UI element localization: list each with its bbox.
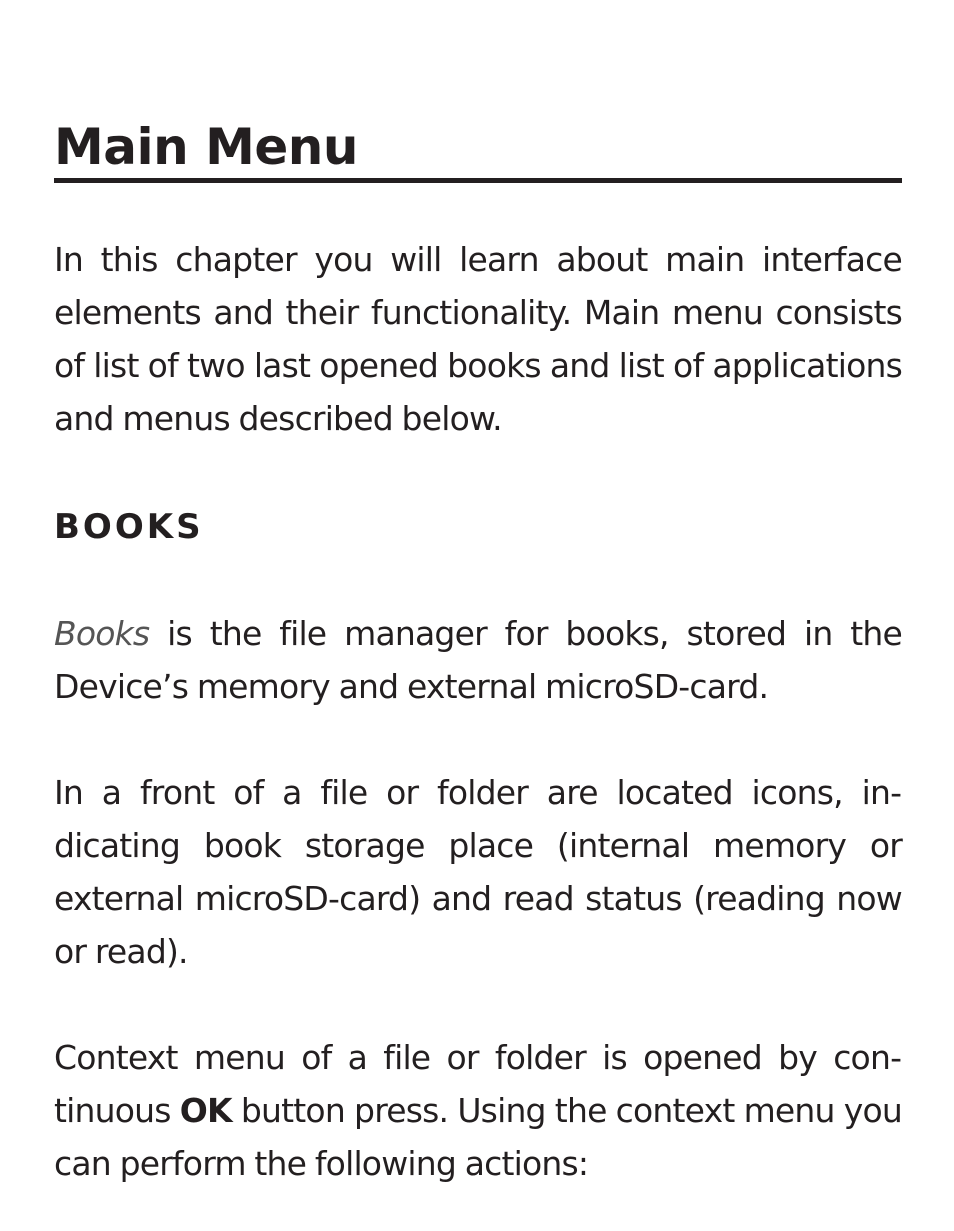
intro-paragraph: In this chapter you will learn about main interface elements and their functionality. Main menu consists of list of two last opened books and list of applications and menus described below. (54, 240, 902, 438)
context-menu-text-end: button press. Using the context menu you can perform the following actions: (54, 1091, 902, 1183)
document-page (54, 0, 902, 1190)
books-paragraph (54, 607, 902, 713)
ok-key-label: OK (179, 1091, 232, 1130)
section-heading-books: BOOKS (54, 507, 204, 547)
context-menu-paragraph (54, 1031, 902, 1190)
books-term: Books (54, 614, 150, 653)
page-title: Main Menu (54, 118, 358, 176)
icons-paragraph: In a front of a file or folder are located icons, indicating book storage place (internal memory or external microSD-card) and read status (reading now or read). (54, 773, 902, 971)
title-underline (54, 178, 902, 183)
context-menu-text-start: Context menu of a file or folder is opened by continuous (54, 1038, 902, 1130)
books-description: is the file manager for books, stored in the Device’s memory and external microSD-card. (54, 614, 902, 706)
